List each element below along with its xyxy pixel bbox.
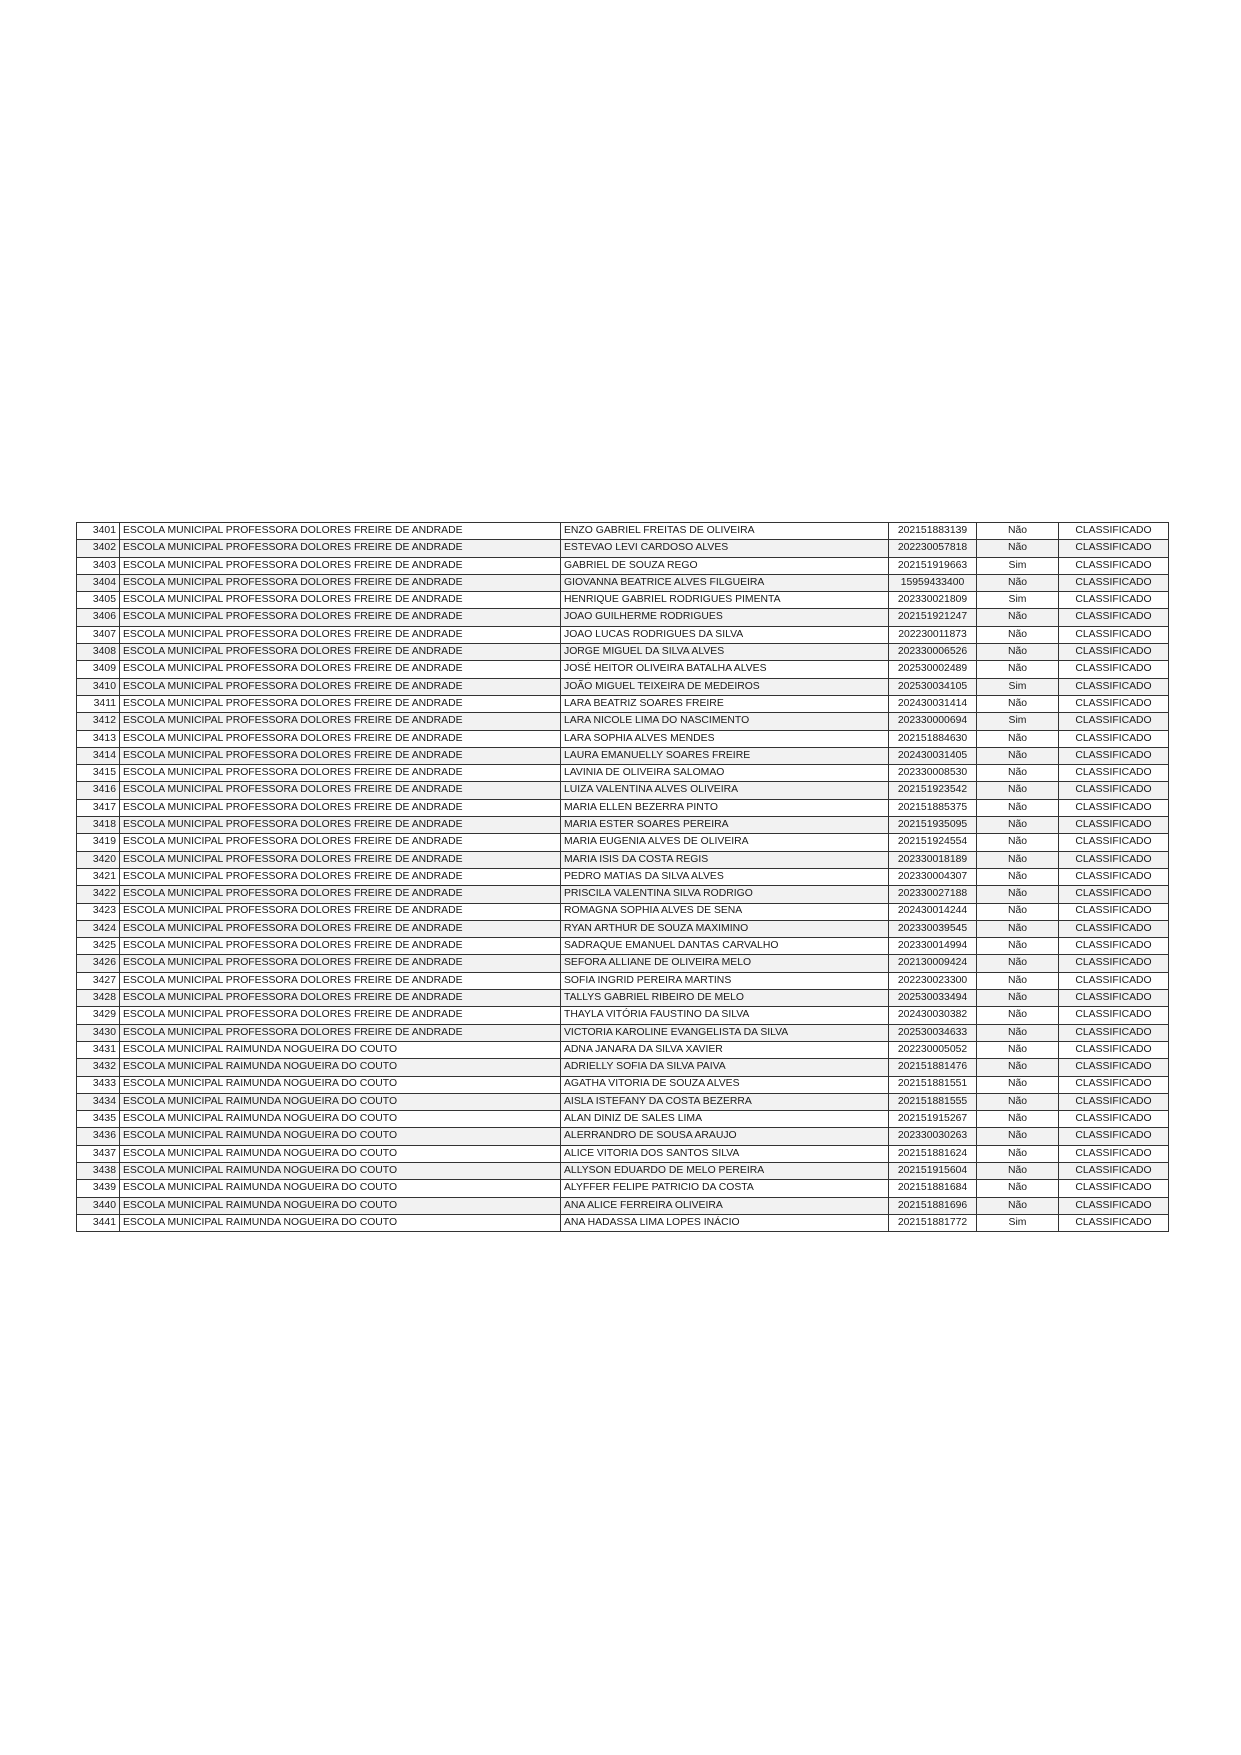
school-name: ESCOLA MUNICIPAL RAIMUNDA NOGUEIRA DO COUTO: [120, 1093, 561, 1110]
table-row: [77, 661, 1169, 678]
row-number: 3431: [77, 1041, 120, 1058]
student-name: RYAN ARTHUR DE SOUZA MAXIMINO: [561, 920, 889, 937]
status-value: CLASSIFICADO: [1059, 1197, 1169, 1214]
status-value: CLASSIFICADO: [1059, 1007, 1169, 1024]
student-id: 202130009424: [889, 955, 977, 972]
student-name: MARIA ESTER SOARES PEREIRA: [561, 817, 889, 834]
table-row: [77, 713, 1169, 730]
table-row: [77, 851, 1169, 868]
school-name: ESCOLA MUNICIPAL PROFESSORA DOLORES FREIRE DE ANDRADE: [120, 834, 561, 851]
table-body: [77, 523, 1169, 1232]
flag-value: Não: [977, 1007, 1059, 1024]
school-name: ESCOLA MUNICIPAL RAIMUNDA NOGUEIRA DO COUTO: [120, 1059, 561, 1076]
flag-value: Não: [977, 834, 1059, 851]
student-name: JOÃO MIGUEL TEIXEIRA DE MEDEIROS: [561, 678, 889, 695]
row-number: 3440: [77, 1197, 120, 1214]
status-value: CLASSIFICADO: [1059, 609, 1169, 626]
student-name: THAYLA VITÓRIA FAUSTINO DA SILVA: [561, 1007, 889, 1024]
table-row: [77, 1093, 1169, 1110]
school-name: ESCOLA MUNICIPAL RAIMUNDA NOGUEIRA DO COUTO: [120, 1162, 561, 1179]
flag-value: Não: [977, 1041, 1059, 1058]
row-number: 3434: [77, 1093, 120, 1110]
row-number: 3441: [77, 1214, 120, 1231]
school-name: ESCOLA MUNICIPAL RAIMUNDA NOGUEIRA DO COUTO: [120, 1180, 561, 1197]
student-name: GABRIEL DE SOUZA REGO: [561, 557, 889, 574]
student-id: 202530033494: [889, 990, 977, 1007]
row-number: 3436: [77, 1128, 120, 1145]
student-name: LAURA EMANUELLY SOARES FREIRE: [561, 747, 889, 764]
student-name: MARIA EUGENIA ALVES DE OLIVEIRA: [561, 834, 889, 851]
table-row: [77, 782, 1169, 799]
student-name: MARIA ELLEN BEZERRA PINTO: [561, 799, 889, 816]
student-id: 202530034633: [889, 1024, 977, 1041]
student-name: MARIA ISIS DA COSTA REGIS: [561, 851, 889, 868]
student-name: ANA HADASSA LIMA LOPES INÁCIO: [561, 1214, 889, 1231]
student-id: 202330008530: [889, 765, 977, 782]
student-id: 202230057818: [889, 540, 977, 557]
student-id: 202330004307: [889, 868, 977, 885]
school-name: ESCOLA MUNICIPAL PROFESSORA DOLORES FREIRE DE ANDRADE: [120, 574, 561, 591]
student-name: LARA BEATRIZ SOARES FREIRE: [561, 695, 889, 712]
status-value: CLASSIFICADO: [1059, 1162, 1169, 1179]
flag-value: Sim: [977, 713, 1059, 730]
student-id: 202151924554: [889, 834, 977, 851]
flag-value: Não: [977, 523, 1059, 540]
student-name: JOSÉ HEITOR OLIVEIRA BATALHA ALVES: [561, 661, 889, 678]
student-id: 202430014244: [889, 903, 977, 920]
status-value: CLASSIFICADO: [1059, 1041, 1169, 1058]
flag-value: Não: [977, 920, 1059, 937]
table-row: [77, 1145, 1169, 1162]
school-name: ESCOLA MUNICIPAL RAIMUNDA NOGUEIRA DO COUTO: [120, 1145, 561, 1162]
table-row: [77, 886, 1169, 903]
school-name: ESCOLA MUNICIPAL RAIMUNDA NOGUEIRA DO COUTO: [120, 1076, 561, 1093]
student-id: 202430031405: [889, 747, 977, 764]
school-name: ESCOLA MUNICIPAL PROFESSORA DOLORES FREIRE DE ANDRADE: [120, 661, 561, 678]
row-number: 3407: [77, 626, 120, 643]
student-name: ANA ALICE FERREIRA OLIVEIRA: [561, 1197, 889, 1214]
row-number: 3413: [77, 730, 120, 747]
student-name: ALYFFER FELIPE PATRICIO DA COSTA: [561, 1180, 889, 1197]
row-number: 3408: [77, 644, 120, 661]
student-id: 202151883139: [889, 523, 977, 540]
status-value: CLASSIFICADO: [1059, 1093, 1169, 1110]
student-id: 202151884630: [889, 730, 977, 747]
row-number: 3402: [77, 540, 120, 557]
student-name: HENRIQUE GABRIEL RODRIGUES PIMENTA: [561, 592, 889, 609]
school-name: ESCOLA MUNICIPAL PROFESSORA DOLORES FREIRE DE ANDRADE: [120, 557, 561, 574]
flag-value: Sim: [977, 678, 1059, 695]
status-value: CLASSIFICADO: [1059, 540, 1169, 557]
row-number: 3422: [77, 886, 120, 903]
row-number: 3405: [77, 592, 120, 609]
status-value: CLASSIFICADO: [1059, 730, 1169, 747]
student-id: 202530002489: [889, 661, 977, 678]
school-name: ESCOLA MUNICIPAL PROFESSORA DOLORES FREIRE DE ANDRADE: [120, 730, 561, 747]
flag-value: Não: [977, 765, 1059, 782]
flag-value: Não: [977, 782, 1059, 799]
school-name: ESCOLA MUNICIPAL PROFESSORA DOLORES FREIRE DE ANDRADE: [120, 592, 561, 609]
row-number: 3401: [77, 523, 120, 540]
row-number: 3426: [77, 955, 120, 972]
row-number: 3414: [77, 747, 120, 764]
student-name: ALLYSON EDUARDO DE MELO PEREIRA: [561, 1162, 889, 1179]
row-number: 3410: [77, 678, 120, 695]
student-name: PRISCILA VALENTINA SILVA RODRIGO: [561, 886, 889, 903]
student-id: 202151915604: [889, 1162, 977, 1179]
school-name: ESCOLA MUNICIPAL RAIMUNDA NOGUEIRA DO COUTO: [120, 1214, 561, 1231]
status-value: CLASSIFICADO: [1059, 834, 1169, 851]
status-value: CLASSIFICADO: [1059, 1111, 1169, 1128]
flag-value: Não: [977, 574, 1059, 591]
flag-value: Sim: [977, 557, 1059, 574]
row-number: 3412: [77, 713, 120, 730]
status-value: CLASSIFICADO: [1059, 851, 1169, 868]
student-name: ADRIELLY SOFIA DA SILVA PAIVA: [561, 1059, 889, 1076]
school-name: ESCOLA MUNICIPAL PROFESSORA DOLORES FREIRE DE ANDRADE: [120, 886, 561, 903]
table-row: [77, 938, 1169, 955]
student-name: LUIZA VALENTINA ALVES OLIVEIRA: [561, 782, 889, 799]
row-number: 3421: [77, 868, 120, 885]
table-row: [77, 1214, 1169, 1231]
student-id: 202430031414: [889, 695, 977, 712]
table-row: [77, 1076, 1169, 1093]
school-name: ESCOLA MUNICIPAL PROFESSORA DOLORES FREIRE DE ANDRADE: [120, 609, 561, 626]
flag-value: Não: [977, 1145, 1059, 1162]
student-id: 202230011873: [889, 626, 977, 643]
flag-value: Não: [977, 1111, 1059, 1128]
row-number: 3424: [77, 920, 120, 937]
status-value: CLASSIFICADO: [1059, 626, 1169, 643]
table-row: [77, 955, 1169, 972]
student-id: 202230005052: [889, 1041, 977, 1058]
table-row: [77, 626, 1169, 643]
table-row: [77, 972, 1169, 989]
student-name: ROMAGNA SOPHIA ALVES DE SENA: [561, 903, 889, 920]
student-name: ALERRANDRO DE SOUSA ARAUJO: [561, 1128, 889, 1145]
student-name: SEFORA ALLIANE DE OLIVEIRA MELO: [561, 955, 889, 972]
status-value: CLASSIFICADO: [1059, 557, 1169, 574]
flag-value: Não: [977, 747, 1059, 764]
school-name: ESCOLA MUNICIPAL PROFESSORA DOLORES FREIRE DE ANDRADE: [120, 955, 561, 972]
table-row: [77, 678, 1169, 695]
student-id: 202151881551: [889, 1076, 977, 1093]
flag-value: Não: [977, 1180, 1059, 1197]
student-id: 202330014994: [889, 938, 977, 955]
school-name: ESCOLA MUNICIPAL RAIMUNDA NOGUEIRA DO COUTO: [120, 1111, 561, 1128]
school-name: ESCOLA MUNICIPAL PROFESSORA DOLORES FREIRE DE ANDRADE: [120, 523, 561, 540]
table-row: [77, 1111, 1169, 1128]
row-number: 3418: [77, 817, 120, 834]
flag-value: Não: [977, 799, 1059, 816]
flag-value: Não: [977, 886, 1059, 903]
row-number: 3417: [77, 799, 120, 816]
flag-value: Não: [977, 868, 1059, 885]
school-name: ESCOLA MUNICIPAL PROFESSORA DOLORES FREIRE DE ANDRADE: [120, 713, 561, 730]
student-id: 202151881476: [889, 1059, 977, 1076]
row-number: 3432: [77, 1059, 120, 1076]
student-name: LARA SOPHIA ALVES MENDES: [561, 730, 889, 747]
school-name: ESCOLA MUNICIPAL PROFESSORA DOLORES FREIRE DE ANDRADE: [120, 903, 561, 920]
school-name: ESCOLA MUNICIPAL PROFESSORA DOLORES FREIRE DE ANDRADE: [120, 868, 561, 885]
status-value: CLASSIFICADO: [1059, 644, 1169, 661]
status-value: CLASSIFICADO: [1059, 972, 1169, 989]
student-name: LAVINIA DE OLIVEIRA SALOMAO: [561, 765, 889, 782]
student-id: 202330006526: [889, 644, 977, 661]
row-number: 3439: [77, 1180, 120, 1197]
student-id: 202151921247: [889, 609, 977, 626]
student-id: 202330027188: [889, 886, 977, 903]
status-value: CLASSIFICADO: [1059, 868, 1169, 885]
status-value: CLASSIFICADO: [1059, 1180, 1169, 1197]
status-value: CLASSIFICADO: [1059, 1024, 1169, 1041]
student-name: SADRAQUE EMANUEL DANTAS CARVALHO: [561, 938, 889, 955]
student-id: 15959433400: [889, 574, 977, 591]
table-row: [77, 644, 1169, 661]
student-id: 202330039545: [889, 920, 977, 937]
table-row: [77, 1041, 1169, 1058]
flag-value: Não: [977, 990, 1059, 1007]
flag-value: Não: [977, 817, 1059, 834]
row-number: 3430: [77, 1024, 120, 1041]
school-name: ESCOLA MUNICIPAL RAIMUNDA NOGUEIRA DO COUTO: [120, 1197, 561, 1214]
student-id: 202530034105: [889, 678, 977, 695]
table-row: [77, 799, 1169, 816]
student-name: TALLYS GABRIEL RIBEIRO DE MELO: [561, 990, 889, 1007]
school-name: ESCOLA MUNICIPAL PROFESSORA DOLORES FREIRE DE ANDRADE: [120, 747, 561, 764]
flag-value: Não: [977, 540, 1059, 557]
flag-value: Não: [977, 972, 1059, 989]
student-name: VICTORIA KAROLINE EVANGELISTA DA SILVA: [561, 1024, 889, 1041]
table-row: [77, 1024, 1169, 1041]
table-row: [77, 920, 1169, 937]
status-value: CLASSIFICADO: [1059, 903, 1169, 920]
school-name: ESCOLA MUNICIPAL RAIMUNDA NOGUEIRA DO COUTO: [120, 1041, 561, 1058]
row-number: 3435: [77, 1111, 120, 1128]
row-number: 3416: [77, 782, 120, 799]
school-name: ESCOLA MUNICIPAL PROFESSORA DOLORES FREIRE DE ANDRADE: [120, 938, 561, 955]
flag-value: Não: [977, 1197, 1059, 1214]
classification-table: [76, 522, 1169, 1232]
table-row: [77, 1128, 1169, 1145]
student-id: 202330018189: [889, 851, 977, 868]
school-name: ESCOLA MUNICIPAL PROFESSORA DOLORES FREIRE DE ANDRADE: [120, 851, 561, 868]
row-number: 3427: [77, 972, 120, 989]
school-name: ESCOLA MUNICIPAL PROFESSORA DOLORES FREIRE DE ANDRADE: [120, 644, 561, 661]
student-name: LARA NICOLE LIMA DO NASCIMENTO: [561, 713, 889, 730]
student-name: PEDRO MATIAS DA SILVA ALVES: [561, 868, 889, 885]
table-row: [77, 523, 1169, 540]
table-row: [77, 730, 1169, 747]
school-name: ESCOLA MUNICIPAL RAIMUNDA NOGUEIRA DO COUTO: [120, 1128, 561, 1145]
flag-value: Não: [977, 851, 1059, 868]
flag-value: Não: [977, 644, 1059, 661]
row-number: 3423: [77, 903, 120, 920]
student-id: 202151881696: [889, 1197, 977, 1214]
table-row: [77, 609, 1169, 626]
table-row: [77, 868, 1169, 885]
flag-value: Sim: [977, 592, 1059, 609]
table-row: [77, 540, 1169, 557]
flag-value: Sim: [977, 1214, 1059, 1231]
table-row: [77, 574, 1169, 591]
flag-value: Não: [977, 609, 1059, 626]
status-value: CLASSIFICADO: [1059, 938, 1169, 955]
status-value: CLASSIFICADO: [1059, 920, 1169, 937]
table-row: [77, 1162, 1169, 1179]
row-number: 3415: [77, 765, 120, 782]
student-id: 202330000694: [889, 713, 977, 730]
row-number: 3428: [77, 990, 120, 1007]
status-value: CLASSIFICADO: [1059, 886, 1169, 903]
student-id: 202230023300: [889, 972, 977, 989]
row-number: 3425: [77, 938, 120, 955]
row-number: 3429: [77, 1007, 120, 1024]
row-number: 3437: [77, 1145, 120, 1162]
row-number: 3409: [77, 661, 120, 678]
student-id: 202151915267: [889, 1111, 977, 1128]
flag-value: Não: [977, 1128, 1059, 1145]
status-value: CLASSIFICADO: [1059, 1128, 1169, 1145]
school-name: ESCOLA MUNICIPAL PROFESSORA DOLORES FREIRE DE ANDRADE: [120, 990, 561, 1007]
flag-value: Não: [977, 661, 1059, 678]
table-row: [77, 817, 1169, 834]
status-value: CLASSIFICADO: [1059, 1076, 1169, 1093]
row-number: 3403: [77, 557, 120, 574]
student-name: AISLA ISTEFANY DA COSTA BEZERRA: [561, 1093, 889, 1110]
row-number: 3419: [77, 834, 120, 851]
student-id: 202151923542: [889, 782, 977, 799]
status-value: CLASSIFICADO: [1059, 955, 1169, 972]
status-value: CLASSIFICADO: [1059, 799, 1169, 816]
row-number: 3433: [77, 1076, 120, 1093]
status-value: CLASSIFICADO: [1059, 592, 1169, 609]
student-name: ALICE VITORIA DOS SANTOS SILVA: [561, 1145, 889, 1162]
student-name: GIOVANNA BEATRICE ALVES FILGUEIRA: [561, 574, 889, 591]
status-value: CLASSIFICADO: [1059, 713, 1169, 730]
flag-value: Não: [977, 1076, 1059, 1093]
school-name: ESCOLA MUNICIPAL PROFESSORA DOLORES FREIRE DE ANDRADE: [120, 817, 561, 834]
student-id: 202151881772: [889, 1214, 977, 1231]
status-value: CLASSIFICADO: [1059, 817, 1169, 834]
status-value: CLASSIFICADO: [1059, 678, 1169, 695]
school-name: ESCOLA MUNICIPAL PROFESSORA DOLORES FREIRE DE ANDRADE: [120, 1024, 561, 1041]
school-name: ESCOLA MUNICIPAL PROFESSORA DOLORES FREIRE DE ANDRADE: [120, 920, 561, 937]
student-id: 202151881555: [889, 1093, 977, 1110]
student-id: 202151885375: [889, 799, 977, 816]
flag-value: Não: [977, 938, 1059, 955]
row-number: 3420: [77, 851, 120, 868]
school-name: ESCOLA MUNICIPAL PROFESSORA DOLORES FREIRE DE ANDRADE: [120, 626, 561, 643]
student-name: ENZO GABRIEL FREITAS DE OLIVEIRA: [561, 523, 889, 540]
student-name: ALAN DINIZ DE SALES LIMA: [561, 1111, 889, 1128]
row-number: 3438: [77, 1162, 120, 1179]
table-row: [77, 1059, 1169, 1076]
student-name: JOAO GUILHERME RODRIGUES: [561, 609, 889, 626]
table-row: [77, 747, 1169, 764]
table-row: [77, 765, 1169, 782]
flag-value: Não: [977, 695, 1059, 712]
table-row: [77, 903, 1169, 920]
school-name: ESCOLA MUNICIPAL PROFESSORA DOLORES FREIRE DE ANDRADE: [120, 799, 561, 816]
flag-value: Não: [977, 1024, 1059, 1041]
school-name: ESCOLA MUNICIPAL PROFESSORA DOLORES FREIRE DE ANDRADE: [120, 695, 561, 712]
student-name: SOFIA INGRID PEREIRA MARTINS: [561, 972, 889, 989]
student-id: 202430030382: [889, 1007, 977, 1024]
flag-value: Não: [977, 955, 1059, 972]
school-name: ESCOLA MUNICIPAL PROFESSORA DOLORES FREIRE DE ANDRADE: [120, 1007, 561, 1024]
student-id: 202330030263: [889, 1128, 977, 1145]
student-name: JORGE MIGUEL DA SILVA ALVES: [561, 644, 889, 661]
student-id: 202151919663: [889, 557, 977, 574]
flag-value: Não: [977, 1093, 1059, 1110]
student-name: ADNA JANARA DA SILVA XAVIER: [561, 1041, 889, 1058]
status-value: CLASSIFICADO: [1059, 1059, 1169, 1076]
status-value: CLASSIFICADO: [1059, 782, 1169, 799]
status-value: CLASSIFICADO: [1059, 574, 1169, 591]
student-name: JOAO LUCAS RODRIGUES DA SILVA: [561, 626, 889, 643]
table-row: [77, 834, 1169, 851]
table-row: [77, 1007, 1169, 1024]
status-value: CLASSIFICADO: [1059, 765, 1169, 782]
flag-value: Não: [977, 1059, 1059, 1076]
status-value: CLASSIFICADO: [1059, 990, 1169, 1007]
row-number: 3406: [77, 609, 120, 626]
flag-value: Não: [977, 903, 1059, 920]
row-number: 3411: [77, 695, 120, 712]
student-id: 202151881684: [889, 1180, 977, 1197]
row-number: 3404: [77, 574, 120, 591]
table-row: [77, 695, 1169, 712]
status-value: CLASSIFICADO: [1059, 747, 1169, 764]
flag-value: Não: [977, 730, 1059, 747]
status-value: CLASSIFICADO: [1059, 1145, 1169, 1162]
flag-value: Não: [977, 626, 1059, 643]
flag-value: Não: [977, 1162, 1059, 1179]
school-name: ESCOLA MUNICIPAL PROFESSORA DOLORES FREIRE DE ANDRADE: [120, 972, 561, 989]
school-name: ESCOLA MUNICIPAL PROFESSORA DOLORES FREIRE DE ANDRADE: [120, 765, 561, 782]
status-value: CLASSIFICADO: [1059, 695, 1169, 712]
student-name: AGATHA VITORIA DE SOUZA ALVES: [561, 1076, 889, 1093]
status-value: CLASSIFICADO: [1059, 523, 1169, 540]
student-id: 202330021809: [889, 592, 977, 609]
student-name: ESTEVAO LEVI CARDOSO ALVES: [561, 540, 889, 557]
school-name: ESCOLA MUNICIPAL PROFESSORA DOLORES FREIRE DE ANDRADE: [120, 540, 561, 557]
school-name: ESCOLA MUNICIPAL PROFESSORA DOLORES FREIRE DE ANDRADE: [120, 782, 561, 799]
status-value: CLASSIFICADO: [1059, 1214, 1169, 1231]
status-value: CLASSIFICADO: [1059, 661, 1169, 678]
table-row: [77, 592, 1169, 609]
table-row: [77, 990, 1169, 1007]
table-row: [77, 1197, 1169, 1214]
table-row: [77, 557, 1169, 574]
student-id: 202151935095: [889, 817, 977, 834]
student-id: 202151881624: [889, 1145, 977, 1162]
school-name: ESCOLA MUNICIPAL PROFESSORA DOLORES FREIRE DE ANDRADE: [120, 678, 561, 695]
table-row: [77, 1180, 1169, 1197]
